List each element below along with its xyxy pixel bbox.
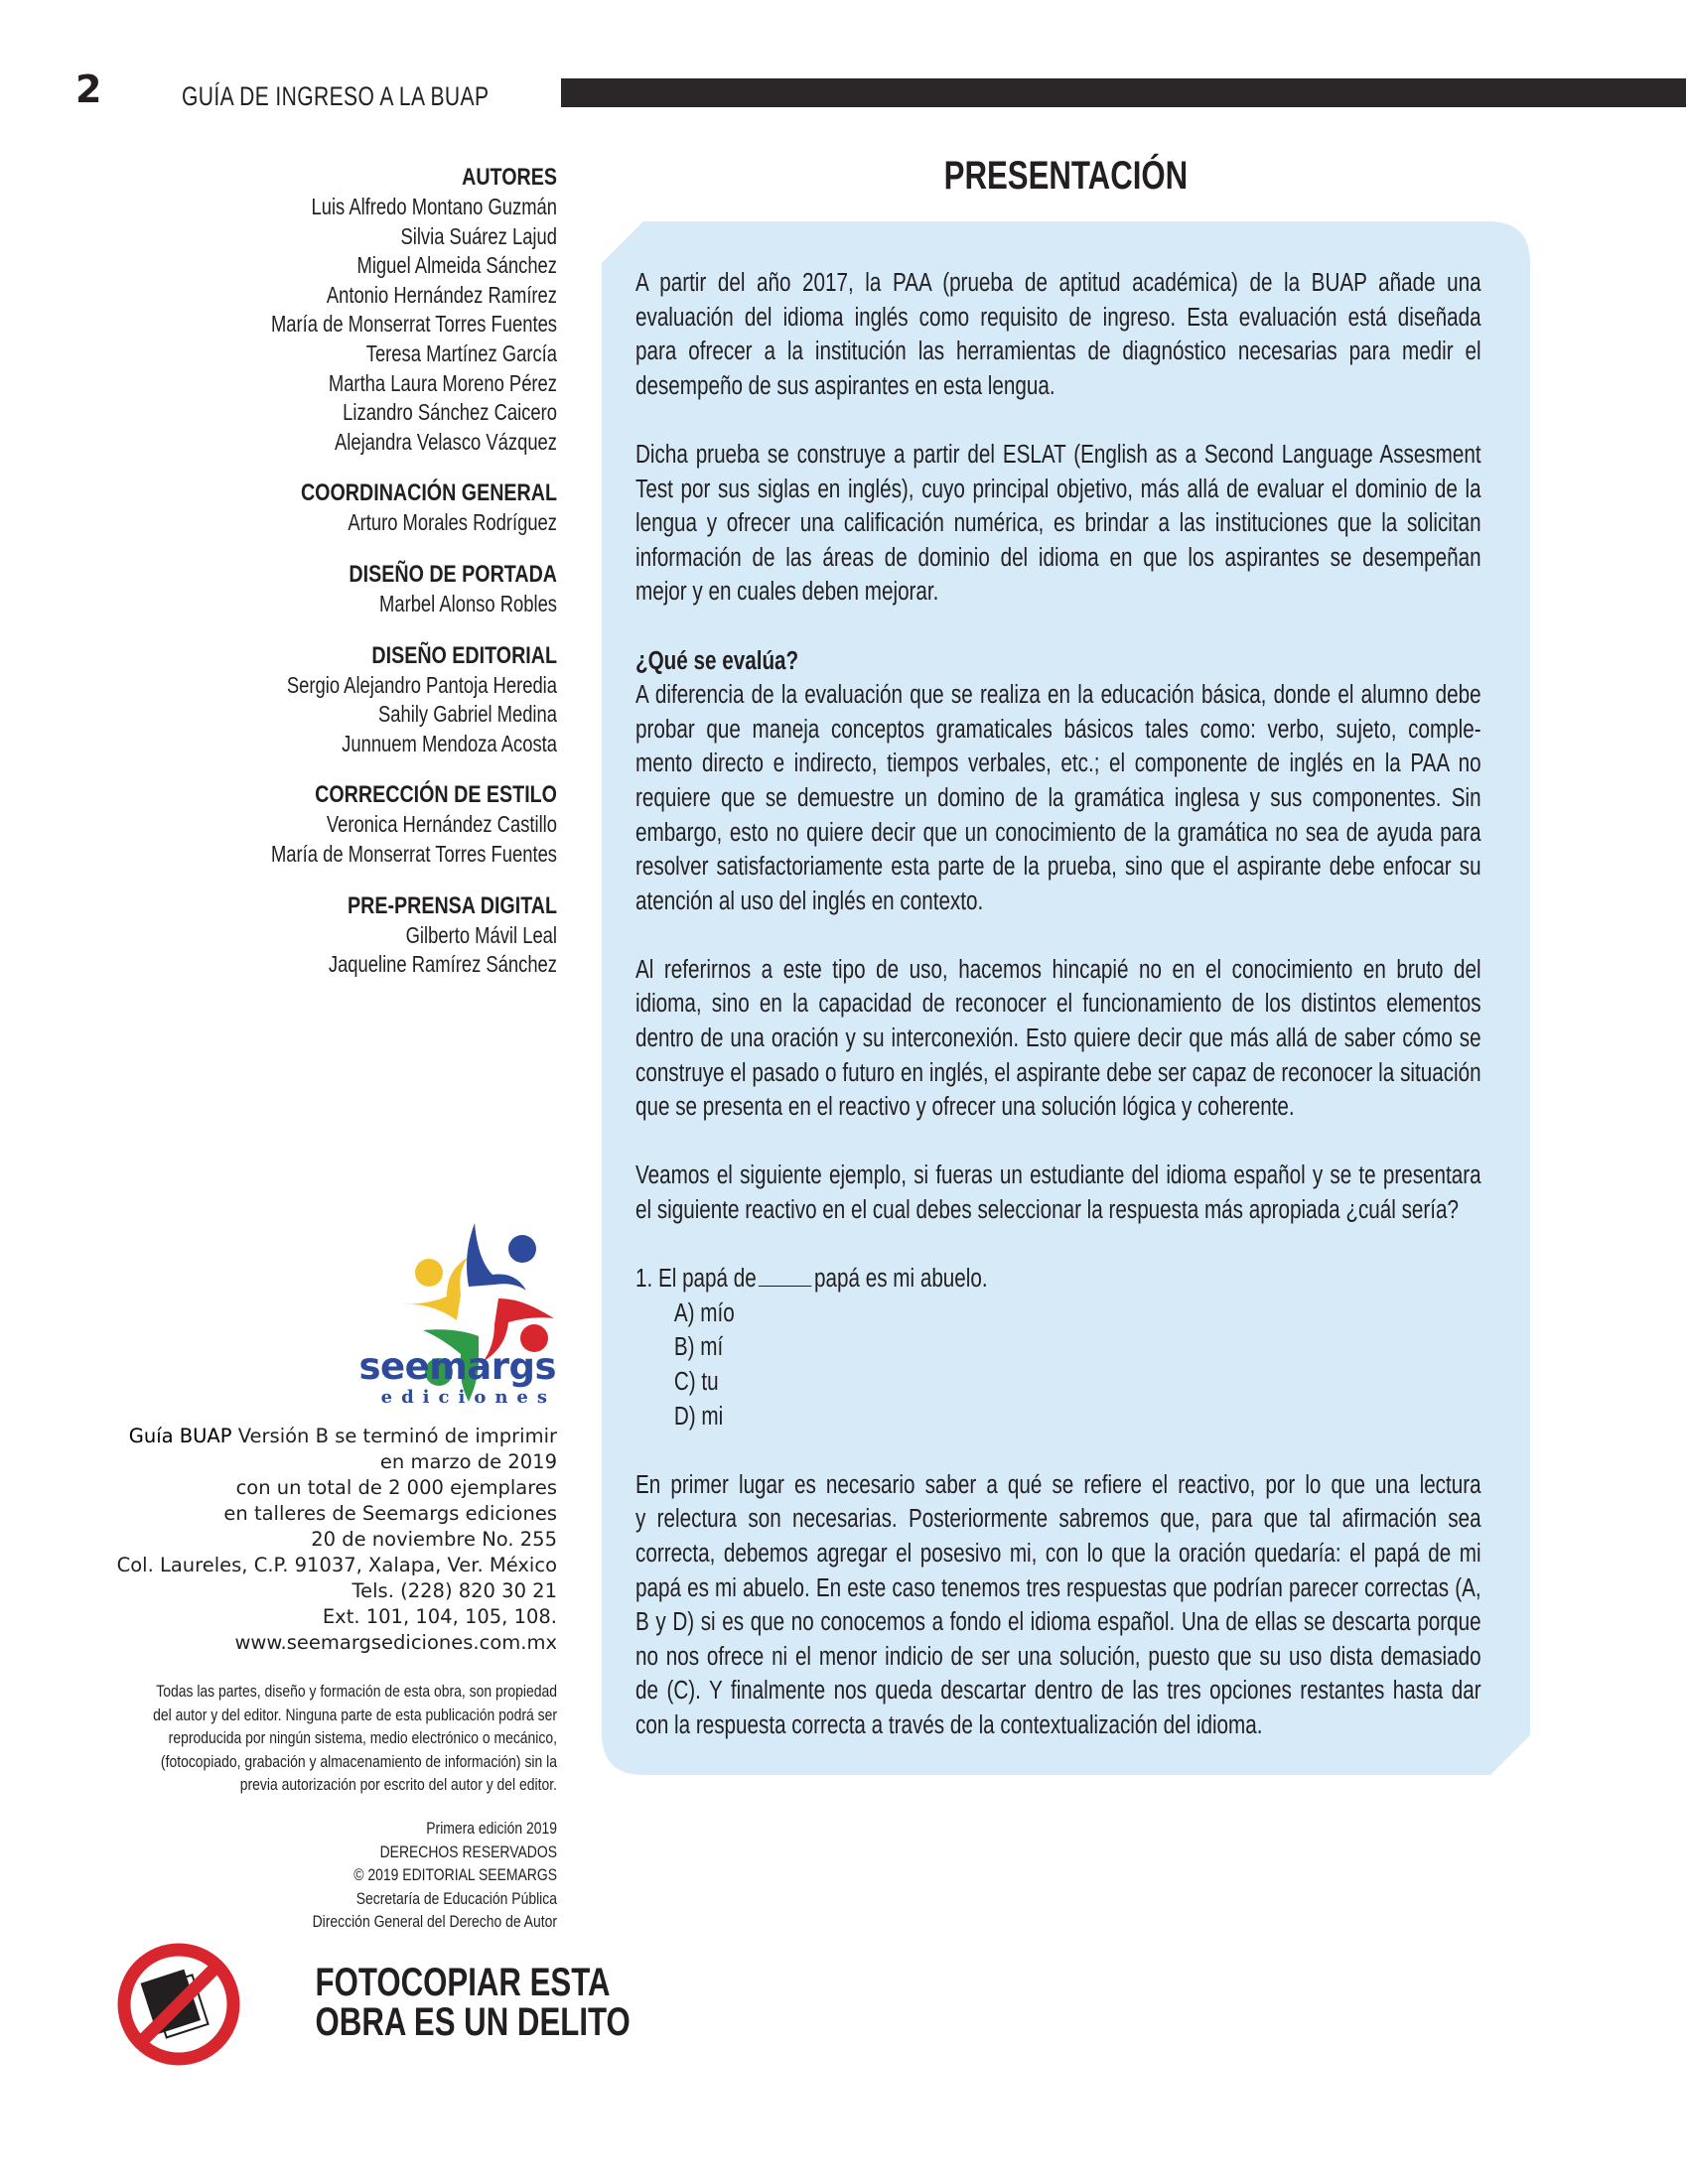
text-line: desempeño de sus aspirantes en esta lengua.: [635, 371, 1055, 400]
credit-title: DISEÑO DE PORTADA: [349, 560, 557, 588]
text-line: Al referirnos a este tipo de uso, hacemos hincapié no en el conocimiento en bruto del: [635, 955, 1481, 984]
legal-line: reproducida por ningún sistema, medio electrónico o mecánico,: [168, 1728, 557, 1747]
logo-yellow-dot: [415, 1259, 443, 1287]
credit-name: Antonio Hernández Ramírez: [326, 281, 557, 308]
text-line: resolver satisfactoriamente esta parte de la prueba, sino que el aspirante debe enfocar su: [635, 853, 1481, 882]
rights-line: © 2019 EDITORIAL SEEMARGS: [353, 1865, 557, 1884]
imprint-line: 20 de noviembre No. 255: [311, 1528, 557, 1551]
no-photocopy-icon: [115, 1941, 242, 2068]
credit-group: [80, 780, 557, 869]
logo-subtitle: ediciones: [380, 1387, 556, 1408]
logo-wordmark: seemargs: [358, 1345, 556, 1388]
credit-name: Veronica Hernández Castillo: [326, 811, 557, 838]
text-line: B y D) si es que no conocemos a fondo el idioma español. Una de ellas se descarta porque: [635, 1608, 1481, 1637]
credit-name: Marbel Alonso Robles: [379, 590, 557, 616]
text-line: embargo, esto no quiere decir que un conocimiento de la gramática no sea de ayuda para: [635, 818, 1481, 847]
credit-name: Jaqueline Ramírez Sánchez: [328, 951, 557, 978]
text-line: Test por sus siglas en inglés), cuyo principal objetivo, más allá de evaluar el dominio de la: [635, 475, 1481, 503]
legal-notice: [41, 1680, 557, 1797]
text-line: que se presenta en el reactivo y ofrecer una solución lógica y coherente.: [635, 1093, 1295, 1122]
credit-group: [80, 891, 557, 980]
question-stem: [635, 1262, 1321, 1297]
presentation-text: [635, 266, 1481, 1777]
imprint-line: Ext. 101, 104, 105, 108.: [322, 1605, 557, 1628]
subheading: ¿Qué se evalúa?: [635, 646, 799, 675]
credits-column: [80, 163, 557, 1002]
header-bar: [561, 78, 1686, 107]
answer-option: D) mi: [673, 1402, 724, 1431]
credit-title: DISEÑO EDITORIAL: [371, 641, 557, 669]
text-line: el siguiente reactivo en el cual debes seleccionar la respuesta más apropiada ¿cuál sería?: [635, 1196, 1459, 1225]
paragraph-6: [635, 1468, 1481, 1743]
imprint-line: con un total de 2 000 ejemplares: [235, 1476, 557, 1499]
credit-name: Junnuem Mendoza Acosta: [342, 730, 557, 756]
warning-line: FOTOCOPIAR ESTA: [315, 1961, 611, 2004]
credit-group: [80, 478, 557, 538]
credit-name: Miguel Almeida Sánchez: [356, 252, 557, 279]
answer-option: C) tu: [673, 1368, 719, 1396]
paragraph-5: [635, 1159, 1481, 1227]
credit-group: [80, 560, 557, 619]
text-line: evaluación del idioma inglés como requisito de ingreso. Esta evaluación está diseñada: [635, 303, 1481, 332]
credit-name: Gilberto Mávil Leal: [405, 921, 557, 948]
imprint-lead-rest: Versión B se terminó de imprimir: [231, 1425, 557, 1447]
text-line: mejor y en cuales deben mejorar.: [635, 578, 939, 607]
rights-line: Secretaría de Educación Pública: [355, 1888, 557, 1908]
imprint-line: www.seemargsediciones.com.mx: [234, 1631, 557, 1654]
rights-block: [140, 1817, 557, 1934]
credit-name: María de Monserrat Torres Fuentes: [270, 840, 557, 867]
credit-name: Luis Alfredo Montano Guzmán: [311, 194, 557, 219]
paragraph-3: [635, 678, 1481, 918]
section-title: [602, 151, 1530, 201]
page-number: 2: [75, 68, 102, 111]
paragraph-3-block: [635, 644, 1481, 679]
text-line: idioma, sino en la capacidad de reconocer el funcionamiento de los distintos elementos: [635, 990, 1481, 1019]
text-line: de (C). Y finalmente nos queda descartar dentro de las tres opciones restantes hasta dar: [635, 1677, 1481, 1706]
question-before: 1. El papá de: [635, 1265, 757, 1294]
rights-line: Dirección General del Derecho de Autor: [312, 1912, 557, 1931]
section-title-text: PRESENTACIÓN: [943, 154, 1189, 198]
legal-line: previa autorización por escrito del autor y del editor.: [239, 1775, 557, 1794]
credit-group: [80, 163, 557, 457]
credit-name: Alejandra Velasco Vázquez: [334, 428, 557, 455]
imprint-lead: [41, 1424, 557, 1449]
imprint-line: en talleres de Seemargs ediciones: [223, 1502, 557, 1525]
text-line: y relectura son necesarias. Posteriormente sabremos que, para que tal afirmación sea: [635, 1505, 1481, 1534]
text-line: A partir del año 2017, la PAA (prueba de aptitud académica) de la BUAP añade una: [635, 269, 1481, 297]
text-line: papá es mi abuelo. En este caso tenemos tres respuestas que podrían parecer correctas (A,: [635, 1573, 1481, 1602]
credit-name: Lizandro Sánchez Caicero: [343, 399, 557, 426]
running-title: GUÍA DE INGRESO A LA BUAP: [182, 81, 490, 111]
credit-name: Sergio Alejandro Pantoja Heredia: [286, 671, 557, 698]
text-line: dentro de una oración y su interconexión. Esto quiere decir que más allá de saber cómo se: [635, 1024, 1481, 1053]
text-line: para ofrecer a la institución las herramientas de diagnóstico necesarias para medir el: [635, 338, 1481, 366]
warning-line: OBRA ES UN DELITO: [315, 2000, 631, 2044]
text-line: construye el pasado o futuro en inglés, el aspirante debe ser capaz de reconocer la situación: [635, 1058, 1481, 1087]
imprint-block: [41, 1424, 557, 1656]
text-line: En primer lugar es necesario saber a qué se refiere el reactivo, por lo que una lectura: [635, 1470, 1481, 1499]
credit-name: María de Monserrat Torres Fuentes: [270, 311, 557, 338]
legal-line: (fotocopiado, grabación y almacenamiento de información) sin la: [160, 1751, 557, 1771]
photocopy-warning: [246, 1961, 631, 2044]
question-options: [635, 1297, 1481, 1433]
credit-name: Teresa Martínez García: [365, 340, 557, 366]
example-question: [635, 1262, 1481, 1433]
text-line: correcta, debemos agregar el posesivo mi, con lo que la oración quedaría: el papá de mi: [635, 1539, 1481, 1568]
paragraph-2: [635, 438, 1481, 610]
text-line: información de las áreas de dominio del idioma en que los aspirantes se desempeñan: [635, 543, 1481, 572]
text-line: Veamos el siguiente ejemplo, si fueras un estudiante del idioma español y se te presentara: [635, 1161, 1481, 1190]
answer-option: B) mí: [673, 1333, 724, 1362]
text-line: requiere que se demuestre un domino de la gramática inglesa y sus componentes. Sin: [635, 783, 1481, 812]
credit-title: CORRECCIÓN DE ESTILO: [315, 781, 557, 809]
answer-option: A) mío: [673, 1298, 735, 1327]
question-after: papá es mi abuelo.: [814, 1265, 988, 1294]
paragraph-4: [635, 953, 1481, 1125]
credit-title: PRE-PRENSA DIGITAL: [347, 891, 557, 919]
rights-line: DERECHOS RESERVADOS: [379, 1842, 557, 1861]
logo-blue-dot: [508, 1235, 536, 1263]
text-line: no nos ofrece ni el menor indicio de ser una solución, puesto que su uso dista demasiado: [635, 1642, 1481, 1671]
text-line: con la respuesta correcta a través de la contextualización del idioma.: [635, 1710, 1263, 1739]
paragraph-1: [635, 266, 1481, 403]
imprint-title: Guía BUAP: [128, 1425, 232, 1447]
text-line: atención al uso del inglés en contexto.: [635, 887, 984, 915]
credit-group: [80, 641, 557, 759]
credit-name: Sahily Gabriel Medina: [377, 701, 557, 728]
imprint-line: en marzo de 2019: [379, 1450, 557, 1473]
legal-line: Todas las partes, diseño y formación de esta obra, son propiedad: [156, 1682, 557, 1701]
credit-title: COORDINACIÓN GENERAL: [300, 479, 557, 507]
text-line: mento directo e indirecto, tiempos verbales, etc.; el componente de inglés en la PAA no: [635, 750, 1481, 778]
credit-name: Martha Laura Moreno Pérez: [328, 369, 557, 396]
text-line: lengua y ofrecer una calificación numérica, es brindar a las instituciones que la solicitan: [635, 509, 1481, 538]
legal-line: del autor y del editor. Ninguna parte de esta publicación podrá ser: [153, 1705, 557, 1724]
text-line: Dicha prueba se construye a partir del ESLAT (English as a Second Language Assesment: [635, 440, 1481, 469]
credit-name: Silvia Suárez Lajud: [400, 222, 557, 249]
text-line: A diferencia de la evaluación que se realiza en la educación básica, donde el alumno debe: [635, 681, 1481, 710]
rights-line: Primera edición 2019: [426, 1819, 557, 1838]
credit-name: Arturo Morales Rodríguez: [348, 509, 557, 536]
credit-title: AUTORES: [462, 164, 557, 191]
imprint-line: Tels. (228) 820 30 21: [352, 1579, 557, 1602]
text-line: probar que maneja conceptos gramaticales básicos tales como: verbo, sujeto, comple-: [635, 715, 1481, 744]
answer-blank: [759, 1266, 811, 1287]
imprint-line: Col. Laureles, C.P. 91037, Xalapa, Ver. México: [116, 1554, 557, 1576]
